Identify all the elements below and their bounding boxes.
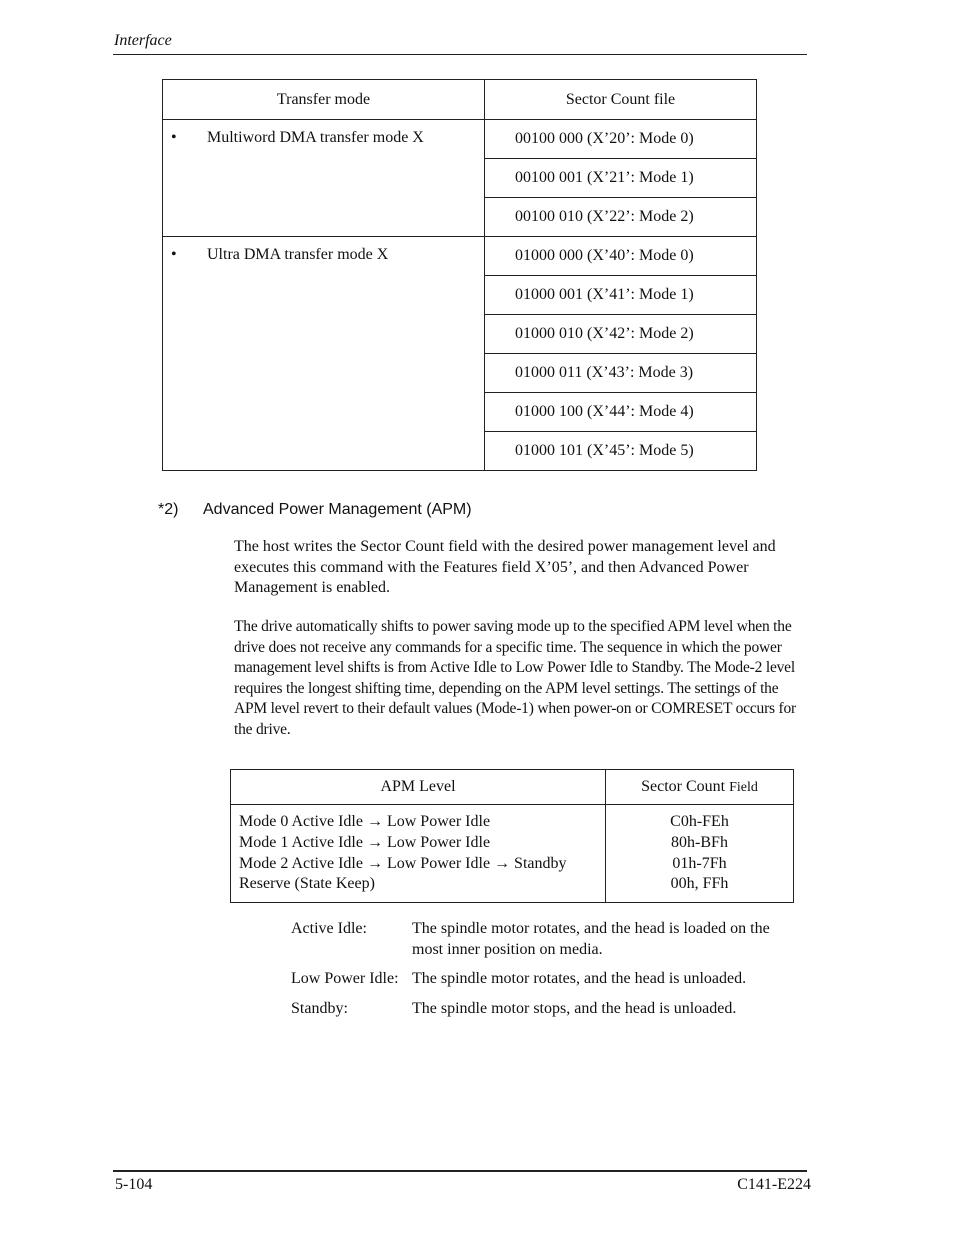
sector-count-cell: 01000 100 (X’44’: Mode 4)	[485, 393, 757, 432]
apm-value: 01h-7Fh	[672, 854, 727, 872]
table-row	[231, 805, 794, 903]
header-rule	[113, 54, 807, 55]
sector-count-cell: 00100 001 (X’21’: Mode 1)	[485, 159, 757, 198]
section-title: Advanced Power Management (APM)	[203, 501, 472, 518]
apm-levels-cell	[231, 805, 606, 903]
table-header-row	[231, 770, 794, 805]
column-header-apm-level: APM Level	[231, 770, 606, 805]
apm-level-line: Mode 1 Active Idle → Low Power Idle	[239, 833, 491, 851]
sector-count-cell: 00100 010 (X’22’: Mode 2)	[485, 198, 757, 237]
sector-count-cell: 01000 011 (X’43’: Mode 3)	[485, 354, 757, 393]
header-text: Sector Count	[641, 778, 726, 795]
column-header-sector-count-field	[606, 770, 794, 805]
table-row	[163, 237, 757, 276]
header-text: Field	[729, 780, 758, 795]
apm-level-line: Mode 2 Active Idle → Low Power Idle → Standby	[239, 854, 567, 872]
sector-count-cell: 01000 001 (X’41’: Mode 1)	[485, 276, 757, 315]
paragraph: The drive automatically shifts to power saving mode up to the specified APM level when the drive does not receive any commands for a specific time. The sequence in which the power management level shifts is from Active Idle to Low Power Idle to Standby. The Mode-2 level requires the longest shifting time, depending on the APM level settings. The settings of the APM level revert to their default values (Mode-1) when power-on or COMRESET occurs for the drive.	[234, 618, 797, 738]
transfer-mode-cell	[163, 120, 485, 237]
transfer-mode-table	[162, 79, 757, 471]
sector-count-cell: 01000 010 (X’42’: Mode 2)	[485, 315, 757, 354]
section-number: *2)	[158, 501, 179, 518]
definition-item	[291, 999, 791, 1020]
apm-value: 80h-BFh	[671, 833, 728, 851]
apm-level-line: Reserve (State Keep)	[239, 875, 375, 893]
bullet: •	[171, 246, 177, 263]
column-header-sector-count: Sector Count file	[485, 80, 757, 120]
table-row	[163, 120, 757, 159]
definition-list	[291, 919, 791, 1028]
definition-term: Low Power Idle:	[291, 970, 399, 987]
bullet: •	[171, 129, 177, 146]
definition-description: The spindle motor rotates, and the head is unloaded.	[412, 970, 747, 987]
definition-item	[291, 919, 791, 960]
sector-count-cell: 01000 101 (X’45’: Mode 5)	[485, 432, 757, 471]
page-number: 5-104	[115, 1176, 153, 1193]
apm-level-line: Mode 0 Active Idle → Low Power Idle	[239, 813, 491, 830]
transfer-mode-label: Multiword DMA transfer mode X	[207, 129, 424, 146]
transfer-mode-label: Ultra DMA transfer mode X	[207, 246, 389, 263]
table-header-row	[163, 80, 757, 120]
definition-description: The spindle motor stops, and the head is unloaded.	[412, 999, 737, 1017]
footer-rule	[113, 1170, 807, 1172]
column-header-transfer-mode: Transfer mode	[163, 80, 485, 120]
apm-value: 00h, FFh	[670, 875, 729, 893]
running-header: Interface	[114, 32, 172, 49]
definition-item	[291, 969, 791, 990]
definition-term: Standby:	[291, 999, 348, 1017]
definition-description: The spindle motor rotates, and the head is loaded on the most inner position on media.	[412, 920, 770, 958]
document-id: C141-E224	[737, 1176, 811, 1193]
section-heading	[158, 501, 472, 519]
sector-count-cell: 00100 000 (X’20’: Mode 0)	[485, 120, 757, 159]
definition-term: Active Idle:	[291, 920, 367, 937]
apm-level-table	[230, 769, 794, 903]
paragraph: The host writes the Sector Count field with the desired power management level and executes this command with the Features field X’05’, and then Advanced Power Management is enabled.	[234, 538, 776, 596]
apm-value: C0h-FEh	[670, 813, 729, 830]
apm-values-cell	[606, 805, 794, 903]
sector-count-cell: 01000 000 (X’40’: Mode 0)	[485, 237, 757, 276]
transfer-mode-cell	[163, 237, 485, 471]
